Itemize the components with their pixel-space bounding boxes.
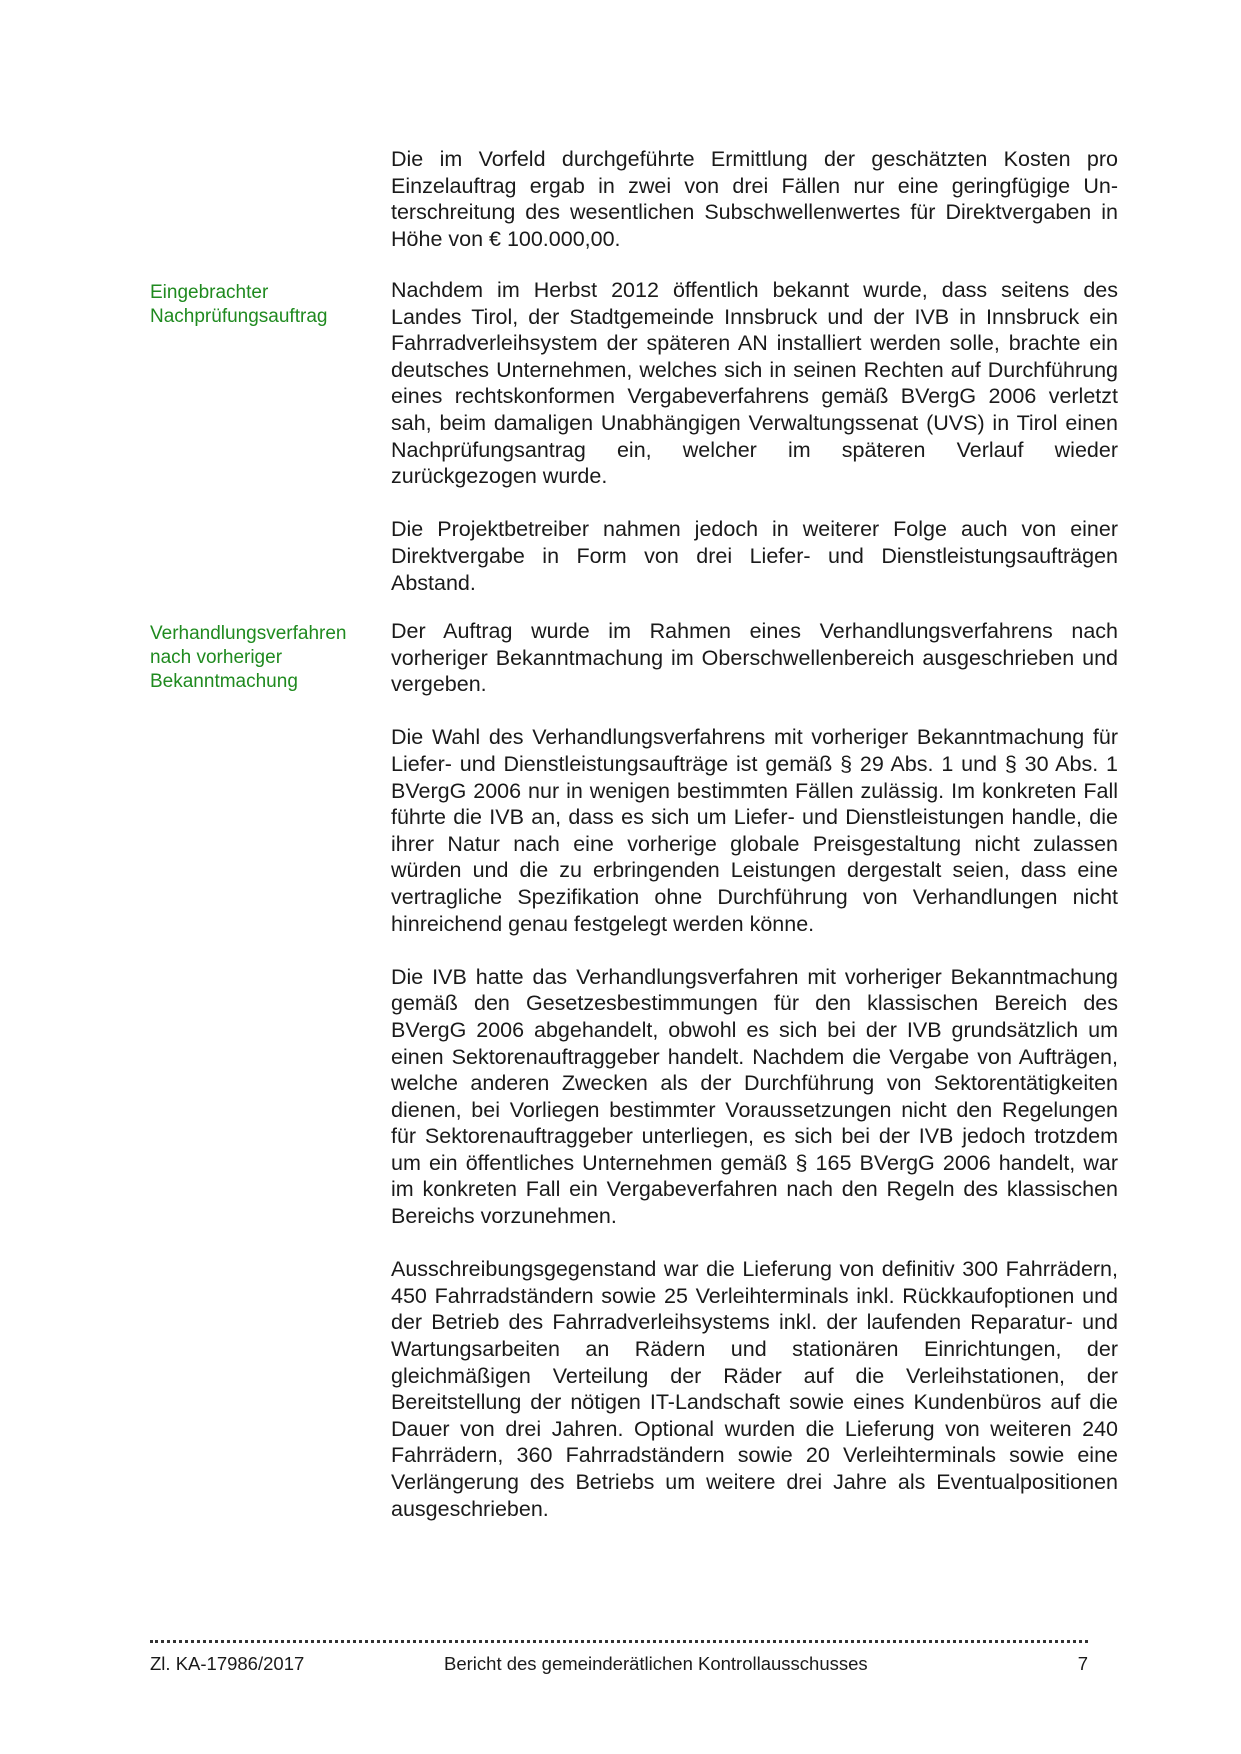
section-body	[391, 618, 1118, 1522]
margin-heading-line: Nachprüfungsauftrag	[150, 306, 328, 327]
paragraph: Nachdem im Herbst 2012 öffentlich bekannt wurde, dass seitens des Landes Tirol, der Stadtgemeinde Innsbruck und der IVB in Innsbruck ein Fahrradverleihsystem der späteren AN installiert werden solle, brachte ein deutsches Unternehmen, welches sich in seinen Rechten auf Durchführung eines rechtskonformen Vergabeverfahrens gemäß BVergG 2006 verletzt sah, beim damaligen Unabhängigen Verwaltungssenat (UVS) in Tirol einen Nachprüfungsantrag ein, welcher im späteren Verlauf wieder zurückgezogen wurde.	[391, 278, 1118, 489]
paragraph: Ausschreibungsgegenstand war die Lieferung von definitiv 300 Fahrrädern, 450 Fahrradständern sowie 25 Verleihterminals inkl. Rückkaufoptionen und der Betrieb des Fahrradverleihsystems inkl. der laufenden Reparatur- und Wartungsarbeiten an Rädern und stationären Einrichtungen, der gleichmäßigen Verteilung der Räder auf die Verleihstationen, der Bereitstellung der nötigen IT-Landschaft sowie eines Kundenbüros auf die Dauer von drei Jahren. Optional wurden die Lieferung von weiteren 240 Fahrrädern, 360 Fahrradständern sowie 20 Verleihterminals sowie eine Verlängerung des Betriebs um weitere drei Jahre als Eventualpositionen ausgeschrieben.	[391, 1257, 1118, 1521]
footer-dotted-rule	[150, 1640, 1088, 1643]
paragraph: Die im Vorfeld durchgeführte Ermittlung der geschätzten Kosten pro Einzelauftrag ergab in zwei von drei Fällen nur eine geringfügige Unterschreitung des wesentlichen Subschwellenwertes für Direktvergaben in Höhe von € 100.000,00.	[391, 147, 1118, 251]
margin-heading	[150, 622, 380, 694]
margin-heading	[150, 281, 380, 329]
paragraph: Die Wahl des Verhandlungsverfahrens mit vorheriger Bekanntmachung für Liefer- und Dienstleistungsaufträge ist gemäß § 29 Abs. 1 und § 30 Abs. 1 BVergG 2006 nur in wenigen bestimmten Fällen zulässig. Im konkreten Fall führte die IVB an, dass es sich um Liefer- und Dienstleistungen handle, die ihrer Natur nach eine vorherige globale Preisgestaltung nicht zulassen würden und die zu erbringenden Leistungen dergestalt seien, dass eine vertragliche Spezifikation ohne Durchführung von Verhandlungen nicht hinreichend genau festgelegt werden könne.	[391, 725, 1118, 936]
section-body	[391, 146, 1118, 252]
paragraph: Die Projektbetreiber nahmen jedoch in weiterer Folge auch von einer Direktvergabe in Form von drei Liefer- und Dienstleistungsaufträgen Abstand.	[391, 517, 1118, 595]
margin-heading-line: Bekanntmachung	[150, 671, 298, 692]
section-body	[391, 277, 1118, 596]
paragraph: Die IVB hatte das Verhandlungsverfahren mit vorheriger Bekanntmachung gemäß den Gesetzesbestimmungen für den klassischen Bereich des BVergG 2006 abgehandelt, obwohl es sich bei der IVB grundsätzlich um einen Sektorenauftraggeber handelt. Nachdem die Vergabe von Aufträgen, welche anderen Zwecken als der Durchführung von Sektorentätigkeiten dienen, bei Vorliegen bestimmter Voraussetzungen nicht den Regelungen für Sektorenauftraggeber unterliegen, es sich bei der IVB jedoch trotzdem um ein öffentliches Unternehmen gemäß § 165 BVergG 2006 handelt, war im konkreten Fall ein Vergabeverfahren nach den Regeln des klassischen Bereichs vorzunehmen.	[391, 964, 1118, 1229]
margin-heading-line: Verhandlungsverfahren	[150, 623, 347, 644]
page-number: 7	[1077, 1653, 1088, 1674]
margin-heading-line: nach vorheriger	[150, 647, 283, 668]
margin-heading-line: Eingebrachter	[150, 282, 269, 303]
report-title: Bericht des gemeinderätlichen Kontrollausschusses	[444, 1653, 868, 1674]
paragraph: Der Auftrag wurde im Rahmen eines Verhandlungsverfahrens nach vorheriger Bekanntmachung im Oberschwellenbereich ausgeschrieben und vergeben.	[391, 619, 1118, 697]
document-reference: Zl. KA-17986/2017	[150, 1653, 305, 1674]
